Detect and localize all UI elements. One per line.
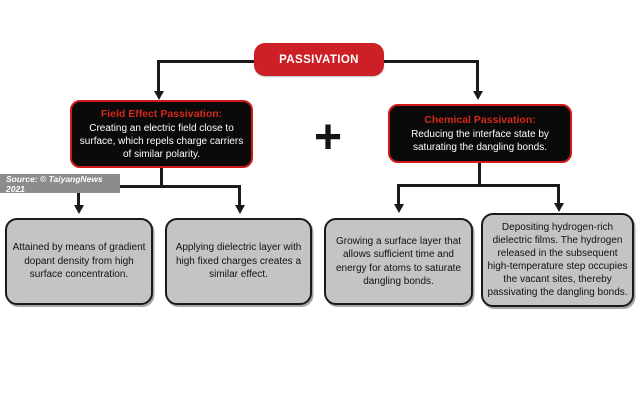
connector-root-to-left [157, 60, 160, 93]
leaf-text: Depositing hydrogen-rich dielectric films. The hydrogen released in the subsequent high-temperature step occupies the vacant sites, thereby passivating the dangling bonds. [487, 222, 628, 298]
connector-root-to-right [476, 60, 479, 93]
branch-heading: Chemical Passivation: [424, 113, 536, 126]
connector-right-branch-1 [397, 184, 400, 205]
leaf-node-gradient-dopant [5, 218, 153, 305]
root-node-label: PASSIVATION [279, 53, 359, 66]
node-field-effect-passivation [70, 100, 253, 168]
source-credit-badge [0, 174, 120, 193]
root-node-passivation [254, 43, 384, 76]
branch-heading: Field Effect Passivation: [100, 107, 223, 120]
leaf-text: Attained by means of gradient dopant density from high surface concentration. [12, 242, 146, 281]
leaf-node-hydrogen-rich-films [481, 213, 634, 307]
leaf-node-dielectric-layer [165, 218, 312, 305]
connector-right-horizontal [397, 184, 560, 187]
node-chemical-passivation [388, 104, 572, 163]
arrowhead-icon [235, 205, 245, 214]
plus-operator-glyph: + [313, 110, 343, 164]
arrowhead-icon [473, 91, 483, 100]
leaf-node-surface-layer-growth [324, 218, 473, 305]
arrowhead-icon [154, 91, 164, 100]
leaf-text: Growing a surface layer that allows sufficient time and energy for atoms to saturate dangling bonds. [335, 235, 462, 287]
connector-right-branch-2 [557, 184, 560, 204]
arrowhead-icon [394, 204, 404, 213]
source-credit-label: Source: © TaiyangNews 2021 [6, 173, 103, 194]
leaf-text: Applying dielectric layer with high fixed charges creates a similar effect. [175, 242, 302, 281]
arrowhead-icon [74, 205, 84, 214]
arrowhead-icon [554, 203, 564, 212]
branch-body: Reducing the interface state by saturating the dangling bonds. [411, 128, 549, 153]
connector-left-branch-2 [238, 185, 241, 206]
plus-operator [302, 108, 354, 166]
branch-body: Creating an electric field close to surface, which repels charge carriers of similar polarity. [79, 122, 244, 160]
